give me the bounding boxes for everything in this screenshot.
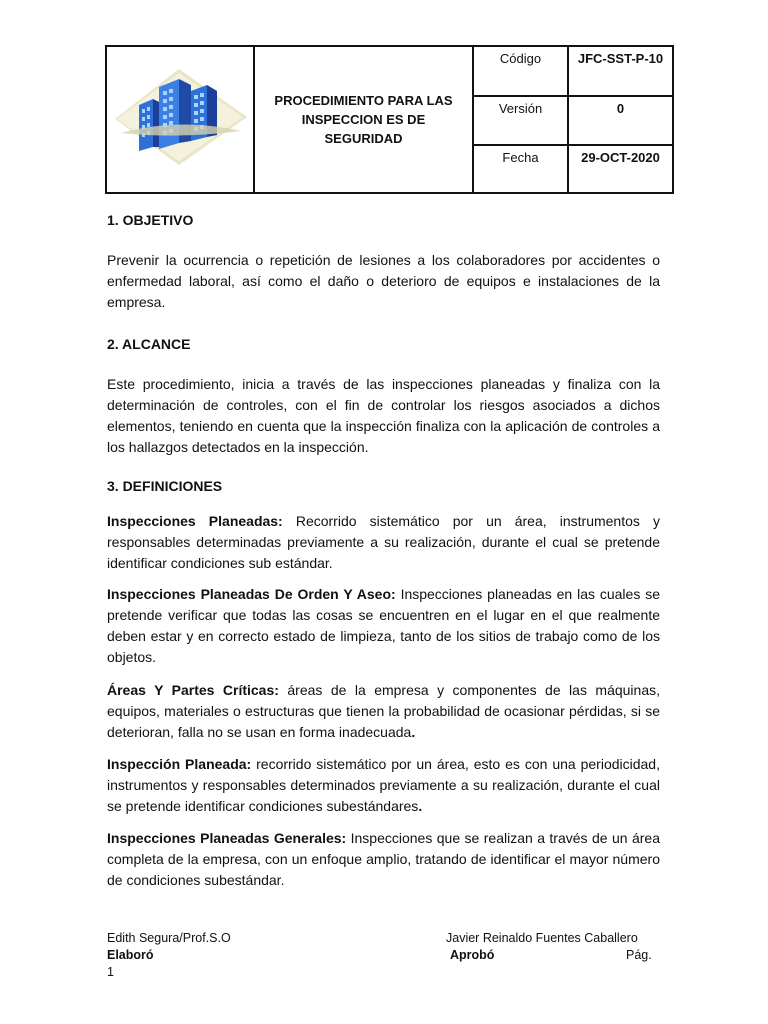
definition-item: [107, 828, 660, 891]
definition-tail: .: [418, 798, 423, 814]
definition-text: Inspecciones que se realizan a través de un área completa de la empresa, con un enfoque amplio, tratando de identificar el mayor número de condiciones subestándar.: [107, 830, 660, 888]
title-line-3: SEGURIDAD: [324, 131, 403, 146]
footer-aprobo-label: Aprobó: [450, 948, 495, 962]
header-table: [105, 45, 674, 194]
definition-term: Inspecciones Planeadas:: [107, 513, 283, 529]
section-body-alcance: Este procedimiento, inicia a través de las inspecciones planeadas y finaliza con la determinación de controles, con el fin de controlar los riesgos asociados a dichos elementos, teniendo en cuenta que la inspección finaliza con la aplicación de controles a los hallazgos detectados en la inspección.: [107, 376, 660, 455]
definition-term: Áreas Y Partes Críticas:: [107, 682, 279, 698]
meta-value-fecha: 29-OCT-2020: [581, 150, 660, 165]
buildings-logo-icon: [107, 47, 253, 192]
meta-label-version: Versión: [474, 97, 569, 145]
footer-aprobo-name: Javier Reinaldo Fuentes Caballero: [446, 931, 638, 945]
document-title: [255, 47, 474, 192]
title-line-2: INSPECCION ES DE: [301, 112, 426, 127]
section-title-definiciones: 3. DEFINICIONES: [107, 478, 223, 494]
definition-item: [107, 754, 660, 817]
definition-term: Inspección Planeada:: [107, 756, 252, 772]
definition-term: Inspecciones Planeadas De Orden Y Aseo:: [107, 586, 396, 602]
meta-label-codigo: Código: [474, 47, 569, 95]
footer-page-label: Pág.: [626, 948, 652, 962]
definition-item: [107, 511, 660, 574]
section-title-objetivo: 1. OBJETIVO: [107, 212, 194, 228]
definition-text: Inspecciones planeadas en las cuales se pretende verificar que todas las cosas se encuentren en el lugar en el que realmente deben estar y en correcto estado de limpieza, tanto de los sitios de trabajo como de los objetos.: [107, 586, 660, 665]
footer-page-number: 1: [107, 965, 114, 979]
section-title-alcance: 2. ALCANCE: [107, 336, 191, 352]
definition-item: [107, 584, 660, 668]
definition-text: recorrido sistemático por un área, esto es con una periodicidad, instrumentos y responsables determinados previamente a su realización, durante el cual se pretende identificar condiciones subestándares: [107, 756, 660, 814]
title-line-1: PROCEDIMIENTO PARA LAS: [274, 93, 453, 108]
definition-item: [107, 680, 660, 743]
definition-text: Recorrido sistemático por un área, instrumentos y responsables determinadas previamente a su realización, durante el cual se pretende identificar condiciones sub estándar.: [107, 513, 660, 571]
meta-value-version: 0: [616, 101, 625, 116]
meta-value-codigo: JFC-SST-P-10: [577, 51, 664, 66]
definition-text: áreas de la empresa y componentes de las máquinas, equipos, materiales o estructuras que tienen la probabilidad de ocasionar pérdidas, si se deterioran, falla no se usan en forma inadecuada: [107, 682, 660, 740]
definition-tail: .: [411, 724, 416, 740]
logo-cell: [107, 47, 255, 192]
definition-term: Inspecciones Planeadas Generales:: [107, 830, 347, 846]
footer-elaboro-name: Edith Segura/Prof.S.O: [107, 931, 231, 945]
footer-elaboro-label: Elaboró: [107, 948, 154, 962]
meta-label-fecha: Fecha: [474, 146, 569, 194]
section-body-objetivo: Prevenir la ocurrencia o repetición de lesiones a los colaboradores por accidentes o enfermedad laboral, así como el daño o deterioro de equipos e instalaciones de la empresa.: [107, 252, 660, 310]
